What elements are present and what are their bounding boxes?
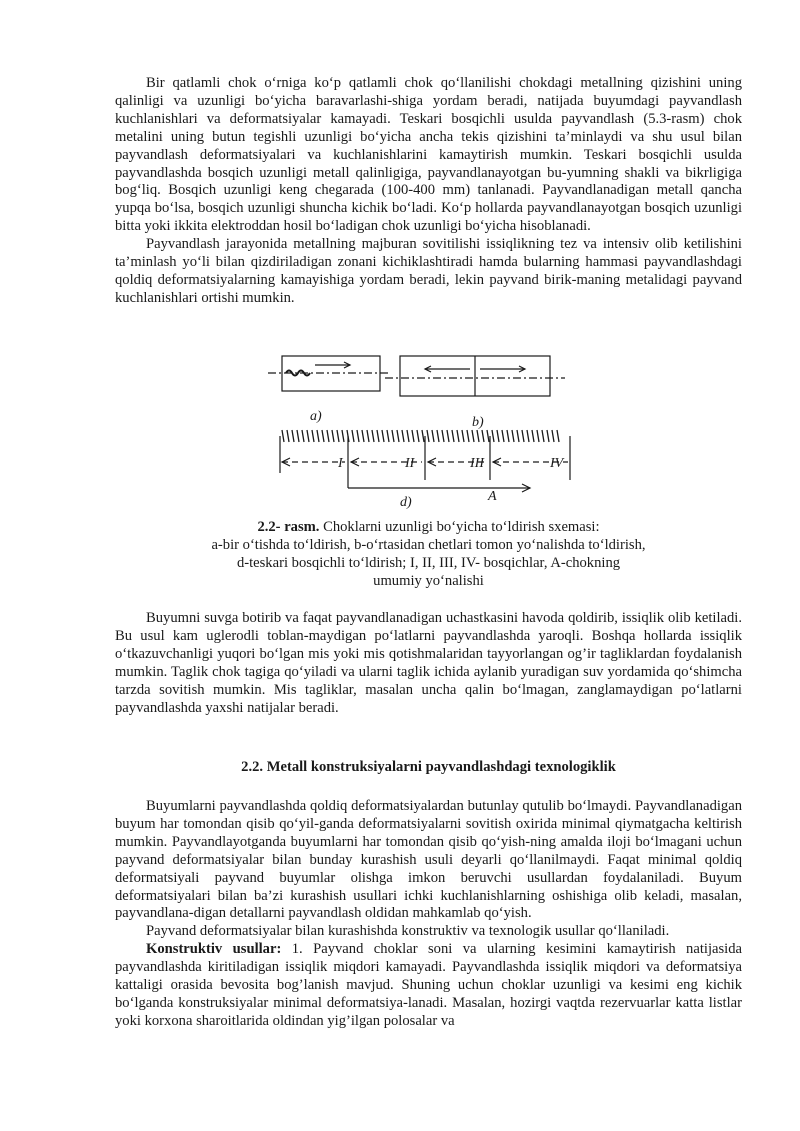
caption-line-4: umumiy yo‘nalishi [373,572,484,589]
label-b: b) [472,415,484,430]
label-A: A [488,489,497,504]
caption-line-1 [115,519,742,537]
bottom-text [115,798,742,1031]
weld-bead-d [282,430,559,442]
caption-line-2: a-bir o‘tishda to‘ldirish, b-o‘rtasidan chetlari tomon yo‘nalishda to‘ldirish, [211,536,646,553]
caption-title: Choklarni uzunligi bo‘yicha to‘ldirish sxemasi: [323,519,600,535]
paragraph: Buyumlarni payvandlashda qoldiq deformatsiyalardan butunlay qutulib bo‘lmaydi. Payvandlanadigan buyum har tomondan qisib qo‘yil-ganda deformatsiyalarni sovitish oxirida minimal qiymatgacha keltirish mumkin. Payvandlayotganda buyumlarni har tomondan qisib qo‘yish-ning amalda iloji bo‘lmagani uchun payvand deformatsiyalar bilan bunday kurashish usuli deyarli qo‘llanilmaydi. Faqat minimal qoldiq deformatsiyali payvand buyumlar olishga imkon beruvchi usullardan foydalaniladi. Buyum deformatsiyalari bilan ba’zi kurashish usullari ichki kuchlanishlarning oshishiga olib keladi, masalan, payvandlana-digan detallarni payvandlash oldidan mahkamlab qo‘yish. [115,798,742,922]
top-text [115,75,742,308]
stage-label-IV: IV [550,456,564,471]
figure-caption [115,519,742,591]
caption-line-3: d-teskari bosqichli to‘ldirish; I, II, III, IV- bosqichlar, A-chokning [236,554,621,571]
stage-label-II: II [405,456,415,471]
welding-sequence-figure [260,348,590,518]
paragraph: Payvandlash jarayonida metallning majburan sovitilishi issiqlikning tez va intensiv olib ketilishini ta’minlash yo‘li bilan qizdiriladigan zonani kichiklashtiradi hamda bularning hammasi payvandlashdagi qoldiq deformatsiyalarning kamayishiga yordam beradi, lekin payvand birik-maning metalidagi payvand kuchlanishlari ortishi mumkin. [115,236,742,306]
paragraph: Buyumni suvga botirib va faqat payvandlanadigan uchastkasini havoda qoldirib, issiqlik olib ketiladi. Bu usul kam uglerodli toblan-maydigan po‘latlarni payvandlashda yaroqli. Boshqa hollarda issiqlik o‘tkazuvchanligi yuqori bo‘lgan mis yoki mis qotishmalaridan tayyorlangan og’ir tagliklardan foydalanish mumkin. Taglik chok tagiga qo‘yiladi va ularni taglik ichida aylanib yuradigan suv yordamida qo‘shimcha tarzda sovitish mumkin. Mis tagliklar, masalan uncha qalin bo‘lmagan, zanglamaydigan po‘latlarni payvandlashda yaxshi natijalar beradi. [115,610,742,716]
paragraph-body: 1. Payvand choklar soni va ularning kesimini kamaytirish natijasida payvandlashda kiritiladigan issiqlik miqdori kamayadi. Payvandlashda issiqlik miqdori va deformatsiya kattaligi orasida bevosita bog’lanish mavjud. Shuning uchun choklar uzunligi va kesimi eng kichik bo‘lganda konstruksiyalar minimal deformatsiya-lanadi. Masalan, hozirgi vaqtda rezervuarlar katta listlar yoki korxona sharoitlarida oldindan yig’ilgan polosalar va [115,941,742,1029]
figure-svg [260,348,590,518]
label-d: d) [400,495,412,510]
paragraph [115,941,742,1031]
caption-number: 2.2- rasm. [257,519,320,535]
label-a: a) [310,409,322,424]
runin-heading: Konstruktiv usullar: [146,941,282,958]
paragraph: Bir qatlamli chok o‘rniga ko‘p qatlamli chok qo‘llanilishi chokdagi metallning qizishini uning qalinligi va uzunligi bo‘yicha baravarlashi-shiga yordam beradi, natijada buyumdagi payvandlash kuchlanishlari va deformatsiyalar kamayadi. Teskari bosqichli usulda payvandlash (5.3-rasm) chok metalini uning butun tegishli uzunligi bo‘yicha ancha tekis qizishini ta’minlaydi va shu usul bilan payvandlash deformatsiyalari va kuchlanishlarini kamaytirish mumkin. Teskari bosqichli usulda payvandlashda bosqich uzunligi metall qalinligiga, payvandlanayotgan bu-yumning shakli va bikrligiga bog‘liq. Bosqich uzunligi keng chegarada (100-400 mm) tanlanadi. Payvandlanadigan metall qancha yupqa bo‘lsa, bosqich uzunligi shuncha kichik bo‘ladi. Ko‘p hollarda payvandlanayotgan bosqich uzunligi bitta yoki ikkita elektroddan hosil bo‘ladigan chok uzunligi bo‘yicha hisoblanadi. [115,75,742,235]
middle-text [115,610,742,717]
stage-label-III: III [470,456,484,471]
paragraph: Payvand deformatsiyalar bilan kurashishda konstruktiv va texnologik usullar qo‘llaniladi. [146,923,670,940]
section-heading: 2.2. Metall konstruksiyalarni payvandlashdagi texnologiklik [241,759,616,775]
stage-label-I: I [338,456,343,471]
